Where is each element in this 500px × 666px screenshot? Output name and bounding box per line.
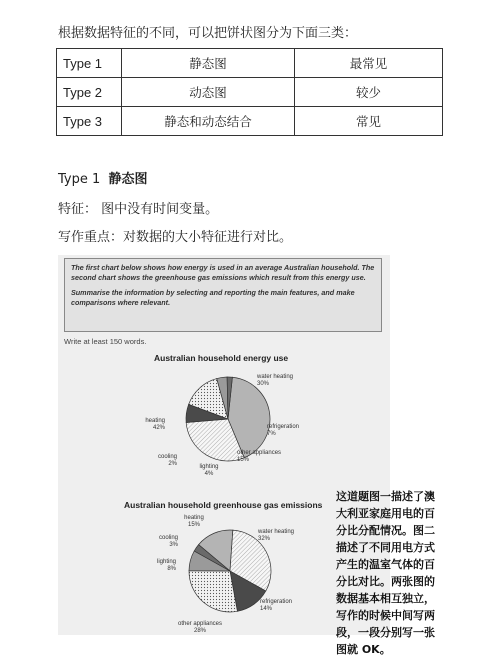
section-type: Type 1 bbox=[58, 172, 101, 187]
table-row bbox=[57, 49, 443, 78]
frequency-cell: 较少 bbox=[295, 78, 443, 107]
pie-label: heating 42% bbox=[145, 418, 165, 431]
task-paragraph: The first chart below shows how energy is used in an average Australian household. The second chart shows the greenhouse gas emissions which result from this energy use. bbox=[71, 263, 375, 282]
name-cell: 动态图 bbox=[122, 78, 295, 107]
pie-label: cooling 3% bbox=[158, 535, 178, 548]
task-paragraph: Summarise the information by selecting and reporting the main features, and make comparisons where relevant. bbox=[71, 288, 355, 307]
name-cell: 静态图 bbox=[122, 49, 295, 78]
feature-text: 特征： 图中没有时间变量。 bbox=[58, 202, 219, 217]
chart-title: Australian household energy use bbox=[154, 353, 289, 363]
chart-title: Australian household greenhouse gas emissions bbox=[124, 500, 323, 510]
pie-label: other appliances 28% bbox=[177, 621, 223, 634]
types-table bbox=[56, 48, 443, 136]
pie-label: refrigeration 7% bbox=[267, 424, 300, 437]
task-prompt-box bbox=[64, 258, 382, 332]
section-heading bbox=[58, 168, 148, 187]
word-limit-text: Write at least 150 words. bbox=[64, 337, 147, 346]
focus-text: 写作重点：对数据的大小特征进行对比。 bbox=[58, 230, 293, 245]
intro-text: 根据数据特征的不同，可以把饼状图分为下面三类： bbox=[58, 26, 358, 41]
pie-slice-other-appliances bbox=[189, 571, 237, 612]
frequency-cell: 常见 bbox=[295, 107, 443, 136]
pie-label: heating 15% bbox=[184, 515, 204, 528]
table-row bbox=[57, 107, 443, 136]
name-cell: 静态和动态结合 bbox=[122, 107, 295, 136]
pie-label: other appliances 15% bbox=[237, 450, 282, 463]
pie-label: cooling 2% bbox=[157, 454, 177, 467]
pie-label: lighting 4% bbox=[199, 464, 219, 477]
annotation-note: 这道题图一描述了澳大利亚家庭用电的百分比分配情况。图二描述了不同用电方式产生的温室气体的百分比对比。两张图的数据基本相互独立，写作的时候中间写两段，一段分别写一张图就 OK。 bbox=[336, 490, 435, 656]
type-cell: Type 1 bbox=[57, 49, 122, 78]
type-cell: Type 3 bbox=[57, 107, 122, 136]
frequency-cell: 最常见 bbox=[295, 49, 443, 78]
pie-label: water heating 32% bbox=[258, 529, 295, 542]
type-cell: Type 2 bbox=[57, 78, 122, 107]
table-row bbox=[57, 78, 443, 107]
pie-label: lighting 8% bbox=[156, 559, 176, 572]
section-name: 静态图 bbox=[108, 172, 148, 187]
pie-label: refrigeration 14% bbox=[260, 599, 293, 612]
pie-label: water heating 30% bbox=[257, 374, 294, 387]
